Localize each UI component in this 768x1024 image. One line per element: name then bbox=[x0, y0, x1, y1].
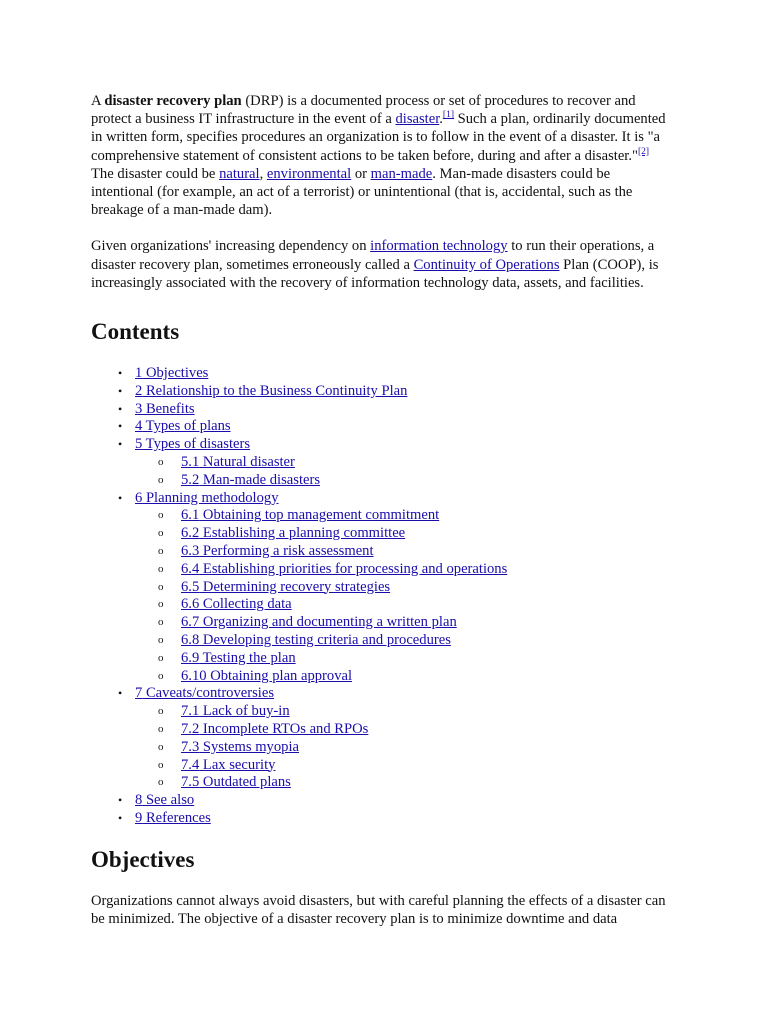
link-environmental[interactable]: environmental bbox=[266, 165, 352, 182]
toc-item bbox=[91, 792, 673, 810]
toc-subitem bbox=[91, 579, 673, 597]
toc-sublink[interactable] bbox=[181, 561, 507, 577]
toc-label: Types of disasters bbox=[142, 436, 251, 453]
link-continuity-of-operations[interactable]: Continuity of Operations bbox=[413, 256, 560, 273]
objectives-heading: Objectives bbox=[91, 846, 195, 872]
circle-bullet-icon: o bbox=[158, 651, 164, 664]
toc-subitem bbox=[91, 472, 673, 490]
toc-number: 7 bbox=[135, 685, 143, 702]
toc-number: 6.10 bbox=[181, 667, 207, 684]
toc-subitem bbox=[91, 596, 673, 614]
toc-subitem bbox=[91, 650, 673, 668]
toc-number: 5 bbox=[135, 436, 143, 453]
toc-item bbox=[91, 810, 673, 828]
circle-bullet-icon: o bbox=[158, 616, 164, 629]
toc-label: Collecting data bbox=[199, 596, 292, 613]
toc-sublink[interactable] bbox=[181, 596, 292, 612]
toc-sublink[interactable] bbox=[181, 543, 374, 559]
toc-number: 6.5 bbox=[181, 578, 200, 595]
toc-sublink[interactable] bbox=[181, 739, 299, 755]
toc-number: 6.9 bbox=[181, 649, 200, 666]
toc-subitem bbox=[91, 721, 673, 739]
toc-item bbox=[91, 401, 673, 419]
bullet-icon: • bbox=[118, 490, 123, 505]
toc-sublink[interactable] bbox=[181, 472, 320, 488]
toc-label: Caveats/controversies bbox=[142, 685, 275, 702]
toc-subitem bbox=[91, 774, 673, 792]
toc-number: 8 bbox=[135, 792, 143, 809]
toc-subitem bbox=[91, 543, 673, 561]
toc-link[interactable] bbox=[135, 418, 231, 434]
circle-bullet-icon: o bbox=[158, 722, 164, 735]
toc-link[interactable] bbox=[135, 810, 211, 826]
circle-bullet-icon: o bbox=[158, 758, 164, 771]
circle-bullet-icon: o bbox=[158, 473, 164, 486]
toc-number: 5.2 bbox=[181, 471, 200, 488]
toc-number: 2 bbox=[135, 382, 143, 399]
circle-bullet-icon: o bbox=[158, 705, 164, 718]
circle-bullet-icon: o bbox=[158, 669, 164, 682]
contents-heading: Contents bbox=[91, 319, 180, 345]
intro-paragraph-2 bbox=[91, 237, 673, 292]
toc-number: 6.1 bbox=[181, 507, 200, 524]
toc-label: See also bbox=[142, 792, 195, 809]
bullet-icon: • bbox=[118, 401, 123, 416]
toc-item bbox=[91, 490, 673, 686]
toc-number: 7.2 bbox=[181, 720, 200, 737]
toc-item bbox=[91, 365, 673, 383]
toc-link[interactable] bbox=[135, 383, 407, 399]
text: Given organizations' increasing dependency on bbox=[91, 238, 371, 255]
bullet-icon: • bbox=[118, 686, 123, 701]
toc-label: Man-made disasters bbox=[199, 471, 321, 488]
toc-number: 6.8 bbox=[181, 631, 200, 648]
circle-bullet-icon: o bbox=[158, 633, 164, 646]
toc-number: 4 bbox=[135, 418, 143, 435]
toc-item bbox=[91, 418, 673, 436]
toc-subitem bbox=[91, 614, 673, 632]
text: A bbox=[91, 93, 105, 109]
toc-label: Outdated plans bbox=[199, 774, 291, 791]
toc-number: 7.5 bbox=[181, 774, 200, 791]
toc-label: Incomplete RTOs and RPOs bbox=[199, 720, 369, 737]
ref-1-link[interactable]: [1] bbox=[442, 110, 454, 121]
toc-label: Developing testing criteria and procedures bbox=[199, 631, 451, 648]
text: Such a plan, ordinarily documented in written form, specifies procedures an organization is to follow in the event of a disaster. It is "a comprehensive statement of consistent actions to be taken before, during and after a disaster." bbox=[91, 111, 666, 164]
toc-link[interactable] bbox=[135, 401, 195, 417]
toc-label: Objectives bbox=[142, 365, 209, 382]
toc-label: Establishing a planning committee bbox=[199, 525, 406, 542]
toc-item bbox=[91, 685, 673, 792]
link-disaster[interactable]: disaster bbox=[395, 111, 440, 128]
toc-link[interactable] bbox=[135, 436, 250, 452]
toc-sublink[interactable] bbox=[181, 721, 368, 737]
bullet-icon: • bbox=[118, 419, 123, 434]
toc-subitem bbox=[91, 632, 673, 650]
toc-number: 6 bbox=[135, 489, 143, 506]
toc-sublink[interactable] bbox=[181, 703, 290, 719]
bullet-icon: • bbox=[118, 383, 123, 398]
circle-bullet-icon: o bbox=[158, 580, 164, 593]
toc-subitem bbox=[91, 525, 673, 543]
ref-2-link[interactable]: [2] bbox=[637, 146, 650, 157]
toc-label: Lack of buy-in bbox=[199, 703, 290, 720]
text: The disaster could be bbox=[91, 165, 220, 182]
toc-sublink[interactable] bbox=[181, 454, 295, 470]
link-information-technology[interactable]: information technology bbox=[370, 238, 508, 255]
toc-sublist bbox=[135, 507, 673, 685]
text: or bbox=[351, 165, 371, 182]
toc-number: 9 bbox=[135, 809, 143, 826]
toc-label: References bbox=[142, 809, 211, 826]
toc-label: Establishing priorities for processing and operations bbox=[199, 560, 508, 577]
toc-item bbox=[91, 383, 673, 401]
toc-label: Types of plans bbox=[142, 418, 231, 435]
article-body bbox=[91, 92, 673, 928]
toc-number: 6.6 bbox=[181, 596, 200, 613]
toc-label: Determining recovery strategies bbox=[199, 578, 391, 595]
toc-item bbox=[91, 436, 673, 489]
text: to run their operations, a disaster recovery plan, sometimes erroneously called a bbox=[91, 238, 655, 273]
circle-bullet-icon: o bbox=[158, 545, 164, 557]
toc-subitem bbox=[91, 507, 673, 525]
link-natural[interactable]: natural bbox=[219, 165, 260, 182]
toc-sublink[interactable] bbox=[181, 614, 457, 630]
link-man-made[interactable]: man-made bbox=[370, 165, 433, 182]
toc-sublink[interactable] bbox=[181, 757, 275, 773]
toc-subitem bbox=[91, 757, 673, 775]
toc-label: Testing the plan bbox=[199, 649, 296, 666]
toc-subitem bbox=[91, 703, 673, 721]
bullet-icon: • bbox=[118, 810, 123, 825]
toc-sublist bbox=[135, 454, 673, 490]
toc-number: 1 bbox=[135, 365, 143, 382]
objectives-paragraph: Organizations cannot always avoid disasters, but with careful planning the effects of a disaster can be minimized. The objective of a disaster recovery plan is to minimize downtime and data bbox=[91, 892, 666, 927]
toc-sublink[interactable] bbox=[181, 632, 451, 648]
toc-sublink[interactable] bbox=[181, 650, 296, 666]
circle-bullet-icon: o bbox=[158, 527, 164, 540]
toc-sublink[interactable] bbox=[181, 668, 352, 684]
toc-link[interactable] bbox=[135, 792, 194, 808]
table-of-contents bbox=[91, 365, 673, 828]
text: , bbox=[259, 165, 267, 182]
circle-bullet-icon: o bbox=[158, 562, 164, 575]
circle-bullet-icon: o bbox=[158, 740, 164, 753]
intro-paragraph-1: A disaster recovery plan (DRP) is a documented process or set of procedures to recover and protect a business IT infrastructure in the event of a disaster.[1] Such a plan, ordinarily documented in written form, specifies procedures an organization is to follow in the event of a disaster. It is "a comprehensive statement of consistent actions to be taken before, during and after a disaster."[2] The disaster could be natural, environmental or man-made. Man-made disasters could be intentional (for example, an act of a terrorist) or unintentional (that is, accidental, such as the breakage of a man-made dam). bbox=[91, 93, 666, 219]
ref-2[interactable] bbox=[638, 147, 649, 157]
circle-bullet-icon: o bbox=[158, 776, 164, 789]
toc-number: 6.3 bbox=[181, 543, 200, 559]
toc-link[interactable] bbox=[135, 365, 208, 381]
toc-label: Performing a risk assessment bbox=[199, 543, 374, 559]
bullet-icon: • bbox=[118, 793, 123, 808]
text: (DRP) is a documented process or set of procedures to recover and protect a business IT infrastructure in the event of a bbox=[91, 93, 636, 128]
toc-subitem bbox=[91, 739, 673, 757]
toc-sublink[interactable] bbox=[181, 525, 405, 541]
circle-bullet-icon: o bbox=[158, 598, 164, 611]
toc-link[interactable] bbox=[135, 685, 274, 701]
toc-label: Systems myopia bbox=[199, 738, 299, 755]
toc-number: 3 bbox=[135, 400, 143, 417]
toc-label: Benefits bbox=[142, 400, 195, 417]
toc-subitem bbox=[91, 454, 673, 472]
text: . Man-made disasters could be intentional (for example, an act of a terrorist) or unintentional (that is, accidental, such as the breakage of a man-made dam). bbox=[91, 165, 633, 219]
toc-label: Lax security bbox=[199, 756, 276, 773]
bullet-icon: • bbox=[118, 366, 123, 381]
toc-label: Planning methodology bbox=[142, 489, 279, 506]
toc-number: 7.3 bbox=[181, 738, 200, 755]
toc-number: 6.2 bbox=[181, 525, 200, 542]
circle-bullet-icon: o bbox=[158, 509, 164, 522]
toc-number: 5.1 bbox=[181, 454, 200, 471]
toc-sublink[interactable] bbox=[181, 507, 439, 523]
toc-label: Organizing and documenting a written plan bbox=[199, 614, 457, 631]
toc-label: Obtaining top management commitment bbox=[199, 507, 440, 524]
ref-1[interactable] bbox=[443, 110, 454, 120]
toc-label: Relationship to the Business Continuity Plan bbox=[142, 382, 408, 399]
toc-number: 6.4 bbox=[181, 560, 200, 577]
toc-subitem bbox=[91, 561, 673, 579]
toc-link[interactable] bbox=[135, 490, 279, 506]
toc-label: Natural disaster bbox=[199, 454, 295, 471]
text: Plan (COOP), is increasingly associated with the recovery of information technology data, assets, and facilities. bbox=[91, 256, 659, 291]
bullet-icon: • bbox=[118, 437, 123, 452]
toc-subitem bbox=[91, 668, 673, 686]
toc-sublink[interactable] bbox=[181, 774, 291, 790]
toc-sublink[interactable] bbox=[181, 579, 390, 595]
toc-sublist bbox=[135, 703, 673, 792]
toc-number: 7.1 bbox=[181, 703, 200, 720]
toc-number: 7.4 bbox=[181, 756, 200, 773]
circle-bullet-icon: o bbox=[158, 456, 164, 469]
toc-number: 6.7 bbox=[181, 614, 200, 631]
term-bold: disaster recovery plan bbox=[104, 93, 242, 109]
toc-label: Obtaining plan approval bbox=[206, 667, 353, 684]
